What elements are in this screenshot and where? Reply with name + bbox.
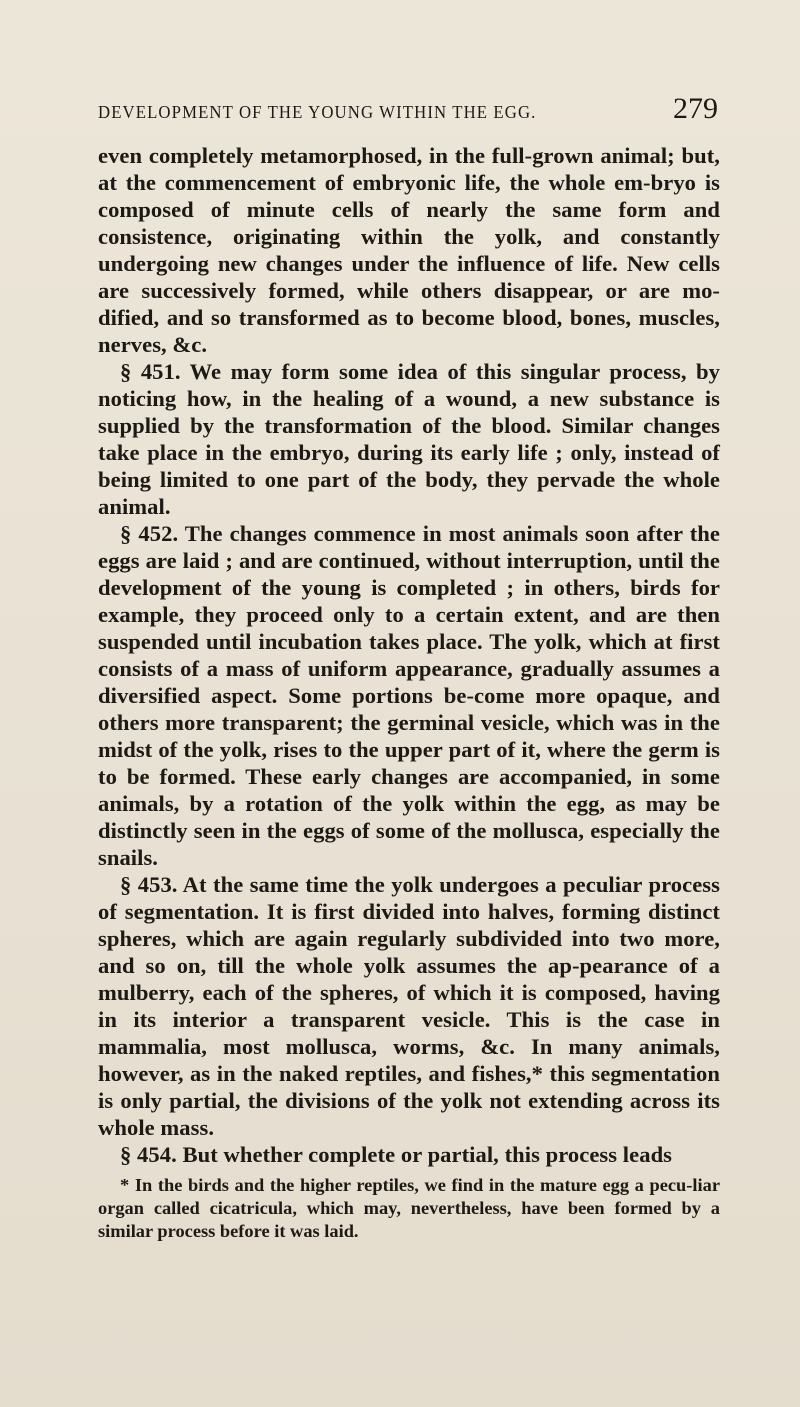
footnote-marker: * (120, 1175, 130, 1195)
running-head: DEVELOPMENT OF THE YOUNG WITHIN THE EGG. (98, 102, 537, 122)
body-text (98, 142, 720, 1168)
footnote-body: In the birds and the higher reptiles, we find in the mature egg a pecu-liar organ called cicatricula, which may, nevertheless, have been formed by a similar process before it was laid. (98, 1175, 720, 1241)
paragraph-453: § 453. At the same time the yolk undergoes a peculiar process of segmentation. It is first divided into halves, forming distinct spheres, which are again regularly subdivided into two more, and so on, till the whole yolk assumes the ap-pearance of a mulberry, each of the spheres, of which it is composed, having in its interior a transparent vesicle. This is the case in mammalia, most mollusca, worms, &c. In many animals, however, as in the naked reptiles, and fishes,* this segmentation is only partial, the divisions of the yolk not extending across its whole mass. (98, 872, 720, 1140)
footnote (98, 1174, 720, 1243)
paragraph-continuation: even completely metamorphosed, in the full-grown animal; but, at the commencement of embryonic life, the whole em-bryo is composed of minute cells of nearly the same form and consistence, originating within the yolk, and constantly undergoing new changes under the influence of life. New cells are successively formed, while others disappear, or are mo-dified, and so transformed as to become blood, bones, muscles, nerves, &c. (98, 143, 720, 357)
paragraph-454: § 454. But whether complete or partial, this process leads (120, 1142, 673, 1167)
paragraph-452: § 452. The changes commence in most animals soon after the eggs are laid ; and are continued, without interruption, until the development of the young is completed ; in others, birds for example, they proceed only to a certain extent, and are then suspended until incubation takes place. The yolk, which at first consists of a mass of uniform appearance, gradually assumes a diversified aspect. Some portions be-come more opaque, and others more transparent; the germinal vesicle, which was in the midst of the yolk, rises to the upper part of it, where the germ is to be formed. These early changes are accompanied, in some animals, by a rotation of the yolk within the egg, as may be distinctly seen in the eggs of some of the mollusca, especially the snails. (98, 521, 720, 870)
page-header (98, 92, 718, 132)
footnote-text (98, 1174, 720, 1243)
page-number: 279 (673, 92, 718, 125)
paragraph-451: § 451. We may form some idea of this singular process, by noticing how, in the healing of a wound, a new substance is supplied by the transformation of the blood. Similar changes take place in the embryo, during its early life ; only, instead of being limited to one part of the body, they pervade the whole animal. (98, 359, 720, 519)
